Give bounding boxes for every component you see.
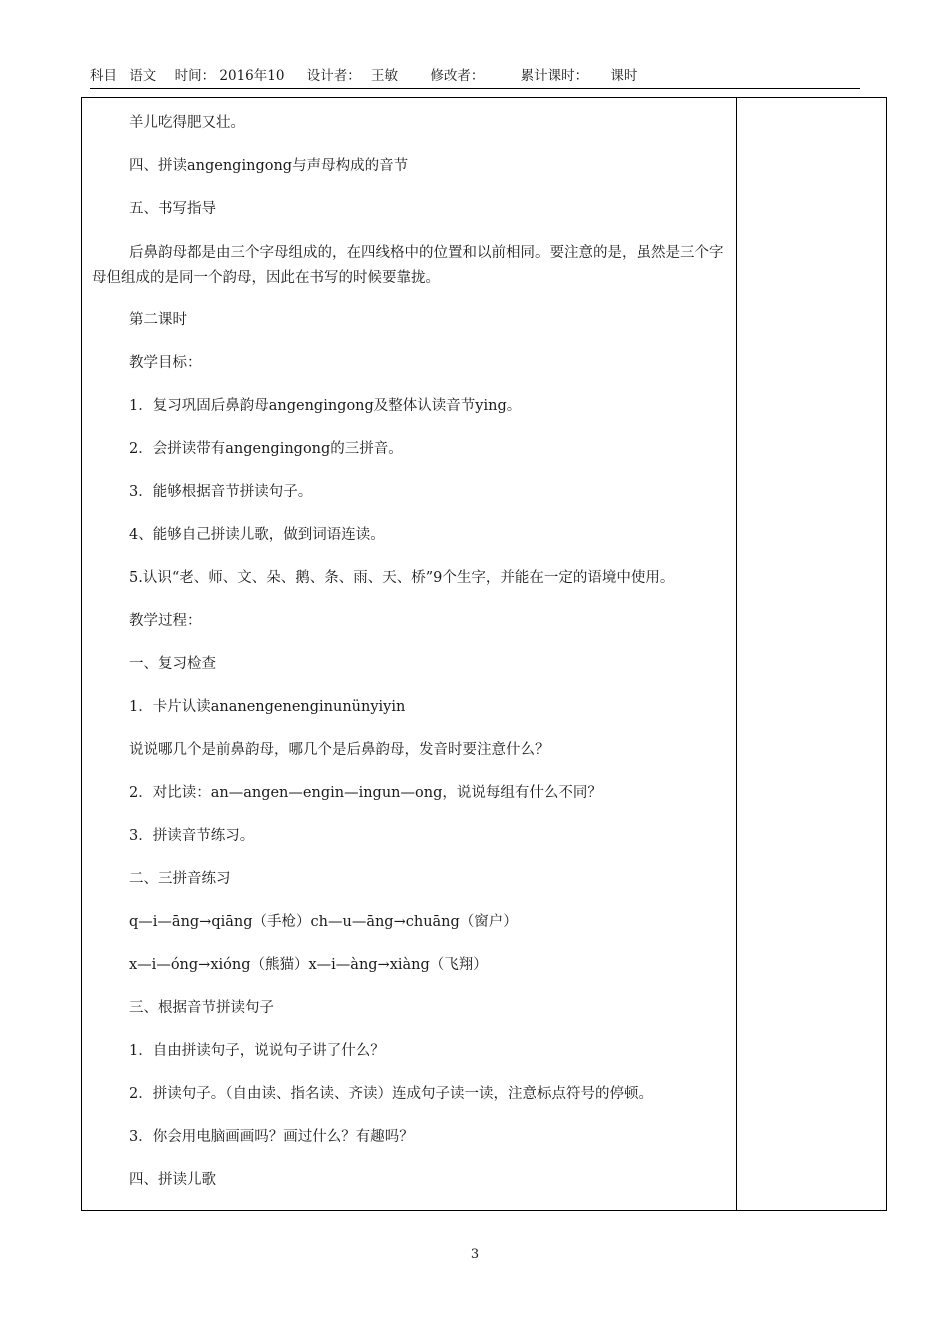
paragraph: 四、拼读angengingong与声母构成的音节 (129, 158, 409, 174)
paragraph: 3．拼读音节练习。 (129, 828, 255, 844)
paragraph: 3．能够根据音节拼读句子。 (129, 484, 313, 500)
paragraph: 二、三拼音练习 (129, 871, 231, 887)
paragraph: 1．自由拼读句子，说说句子讲了什么？ (129, 1043, 385, 1059)
paragraph: 2．会拼读带有angengingong的三拼音。 (129, 441, 403, 457)
paragraph: 2．对比读：an—angen—engin—ingun—ong，说说每组有什么不同？ (129, 785, 602, 801)
time-label: 时间： (174, 68, 216, 84)
subject-value: 语文 (129, 68, 157, 84)
paragraph: 教学目标： (129, 355, 202, 371)
paragraph: 羊儿吃得肥又壮。 (129, 115, 245, 131)
paragraph: 3．你会用电脑画画吗？画过什么？有趣吗？ (129, 1129, 414, 1145)
time-value: 2016年10 (219, 68, 285, 84)
paragraph: 5.认识“老、师、文、朵、鹅、条、雨、天、桥”9个生字，并能在一定的语境中使用。 (129, 570, 675, 586)
reviser-label: 修改者： (430, 68, 485, 84)
designer-value: 王敏 (371, 68, 399, 84)
paragraph: 后鼻韵母都是由三个字母组成的，在四线格中的位置和以前相同。要注意的是，虽然是三个字母但组成的是同一个韵母，因此在书写的时候要靠拢。 (92, 245, 724, 286)
paragraph: 4、能够自己拼读儿歌，做到词语连读。 (129, 527, 385, 543)
period-label: 课时 (610, 68, 638, 84)
paragraph: 三、根据音节拼读句子 (129, 1000, 274, 1016)
paragraph: x—i—óng→xióng（熊猫）x—i—àng→xiàng（飞翔） (129, 957, 488, 973)
designer-label: 设计者： (306, 68, 361, 84)
page-number: 3 (470, 1247, 480, 1262)
paragraph: 四、拼读儿歌 (129, 1172, 216, 1188)
page-header (90, 66, 860, 89)
paragraph: 1．复习巩固后鼻韵母angengingong及整体认读音节ying。 (129, 398, 522, 414)
paragraph: 第二课时 (129, 312, 187, 328)
total-label: 累计课时： (520, 68, 589, 84)
paragraph: 教学过程： (129, 613, 202, 629)
paragraph: 1．卡片认读ananengenenginunünyiyin (129, 699, 406, 715)
paragraph: 一、复习检查 (129, 656, 216, 672)
paragraph: q—i—āng→qiāng（手枪）ch—u—āng→chuāng（窗户） (129, 914, 518, 930)
column-divider (736, 98, 737, 1210)
lesson-table (81, 97, 887, 1211)
paragraph: 说说哪几个是前鼻韵母，哪几个是后鼻韵母，发音时要注意什么？ (129, 742, 550, 758)
lesson-content (92, 112, 732, 1212)
subject-label: 科目 (90, 68, 117, 84)
paragraph: 五、书写指导 (129, 201, 216, 217)
paragraph: 2．拼读句子。（自由读、指名读、齐读）连成句子读一读，注意标点符号的停顿。 (129, 1086, 653, 1102)
